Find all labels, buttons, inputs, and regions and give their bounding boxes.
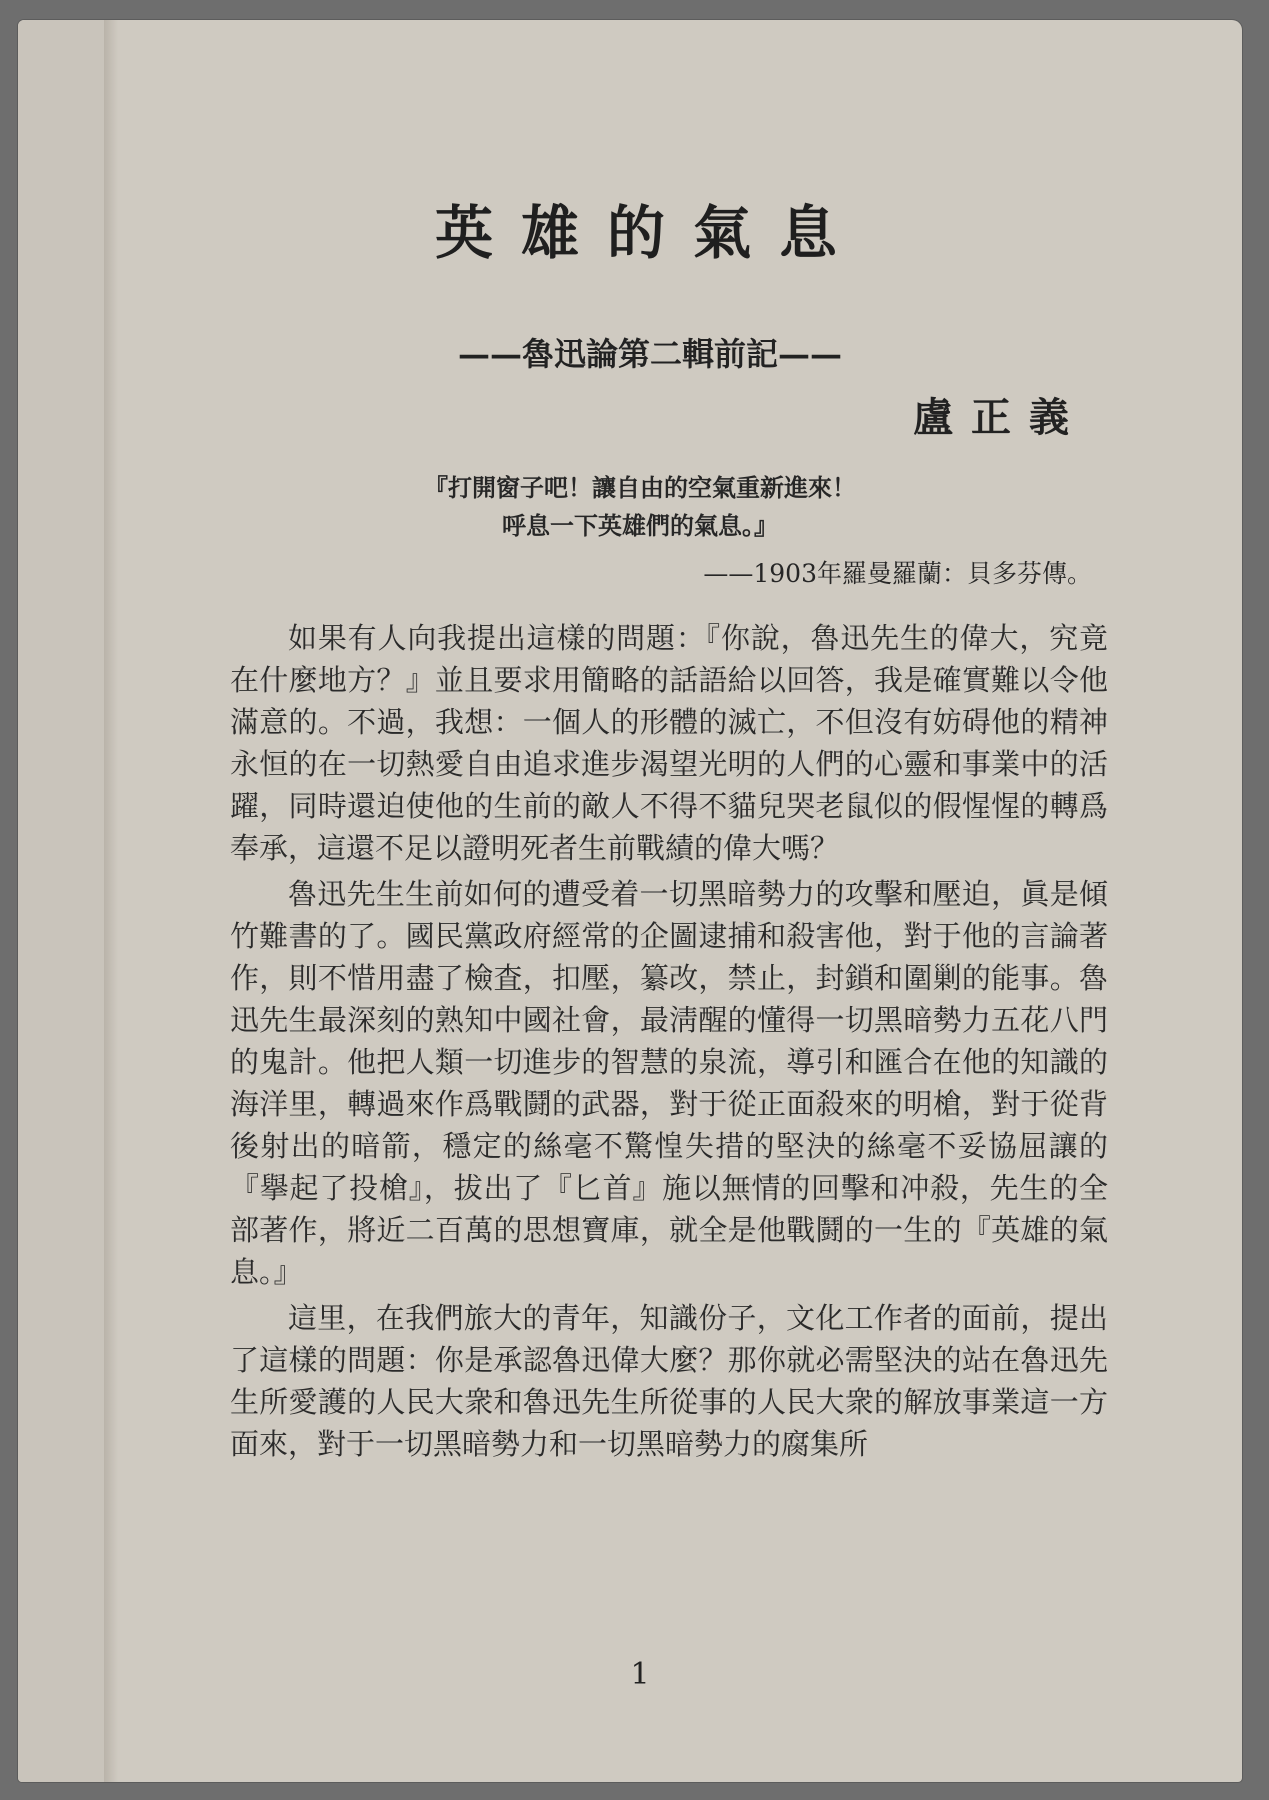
spine-shadow — [104, 20, 118, 1782]
article-body — [230, 617, 1108, 1469]
paragraph-2: 魯迅先生生前如何的遭受着一切黑暗勢力的攻擊和壓迫，眞是傾竹難書的了。國民黨政府經常的企圖逮捕和殺害他，對于他的言論著作，則不惜用盡了檢査，扣壓，纂改，禁止，封鎖和圍剿的能事。魯迅先生最深刻的熟知中國社會，最淸醒的懂得一切黑暗勢力五花八門的鬼計。他把人類一切進步的智慧的泉流，導引和匯合在他的知識的海洋里，轉過來作爲戰鬪的武器，對于從正面殺來的明槍，對于從背後射出的暗箭，穩定的絲毫不驚惶失措的堅決的絲毫不妥協屈讓的『擧起了投槍』，拔出了『匕首』施以無情的回擊和冲殺，先生的全部著作，將近二百萬的思想寶庫，就全是他戰鬪的一生的『英雄的氣息。』 — [230, 877, 1108, 1289]
book-page — [18, 20, 1242, 1782]
epigraph-line-1: 『打開窗子吧！讓自由的空氣重新進來！ — [424, 473, 856, 502]
paragraph-1: 如果有人向我提出這樣的問題：『你說，魯迅先生的偉大，究竟在什麼地方？』並且要求用簡略的話語給以回答，我是確實難以令他滿意的。不過，我想：一個人的形體的滅亡，不但沒有妨碍他的精神永恒的在一切熱愛自由追求進步渴望光明的人們的心靈和事業中的活躍，同時還迫使他的生前的敵人不得不貓兒哭老鼠似的假惺惺的轉爲奉承，這還不足以證明死者生前戰績的偉大嗎？ — [230, 621, 1108, 865]
article-title: 英雄的氣息 — [434, 199, 865, 267]
epigraph-line-2: 呼息一下英雄們的氣息。』 — [502, 511, 778, 540]
book-spine — [18, 20, 106, 1782]
page-number: 1 — [630, 1657, 650, 1692]
paragraph-3: 這里，在我們旅大的青年，知識份子，文化工作者的面前，提出了這樣的問題：你是承認魯迅偉大麼？那你就必需堅決的站在魯迅先生所愛護的人民大衆和魯迅先生所從事的人民大衆的解放事業這一方面來，對于一切黑暗勢力和一切黑暗勢力的腐集所 — [230, 1301, 1108, 1461]
author-name: 盧正義 — [913, 394, 1087, 441]
article-subtitle: ——魯迅論第二輯前記—— — [457, 335, 842, 373]
epigraph-source: ——1903年羅曼羅蘭：貝多芬傳。 — [703, 559, 1092, 588]
